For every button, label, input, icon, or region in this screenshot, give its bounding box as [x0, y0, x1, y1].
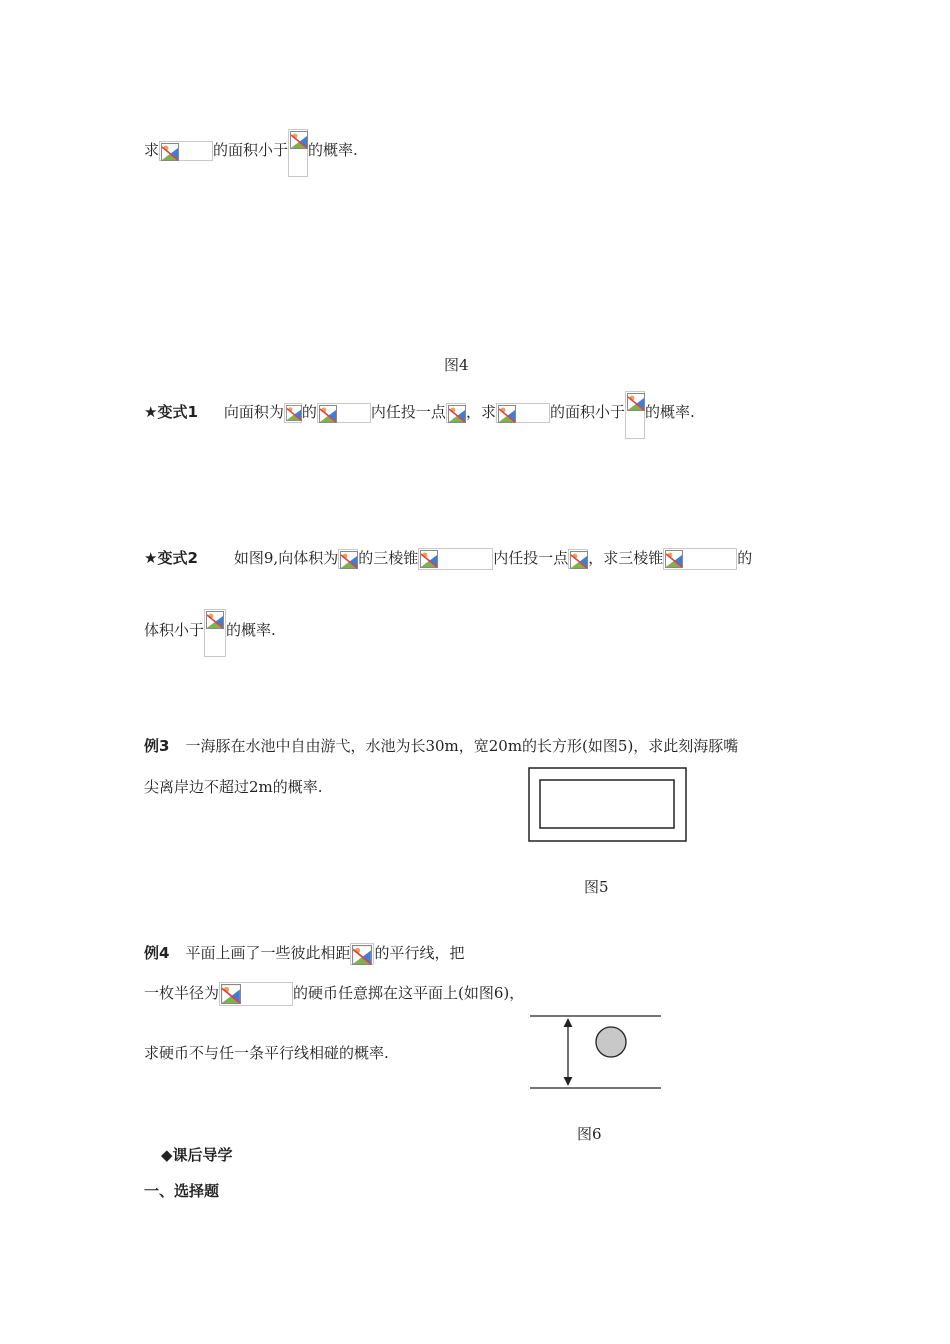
figure-4-caption: 图4 [444, 356, 469, 374]
broken-image-icon [568, 549, 588, 569]
variant-2-line-2: 体积小于 的概率. [144, 620, 276, 657]
figure-6-parallel-lines-diagram [530, 1010, 662, 1094]
example-3-line-2: 尖离岸边不超过2m的概率. [144, 778, 323, 796]
problem-line-area: 求 的面积小于 的概率. [144, 140, 358, 177]
example-4-line-2: 一枚半径为 的硬币任意掷在这平面上(如图6)， [144, 982, 524, 1006]
coin-circle [596, 1027, 626, 1057]
broken-image-icon [625, 391, 645, 439]
broken-image-icon [418, 548, 493, 570]
pool-inner-rect [540, 780, 674, 828]
after-class-heading: ◆课后导学 [161, 1146, 233, 1164]
variant-2: ★变式2 如图9,向体积为 的三棱锥 内任投一点 ，求三棱锥 的 [144, 548, 752, 570]
broken-image-icon [317, 403, 371, 423]
broken-image-icon [350, 943, 374, 965]
broken-image-icon [338, 549, 358, 569]
figure-5-pool-diagram [528, 767, 688, 843]
broken-image-icon [219, 982, 293, 1006]
broken-image-icon [496, 403, 550, 423]
pool-outer-rect [529, 768, 686, 841]
broken-image-icon [663, 548, 737, 570]
figure-5-caption: 图5 [584, 878, 609, 896]
section-heading-multiple-choice: 一、选择题 [144, 1182, 220, 1200]
example-4-line-1: 例4 平面上画了一些彼此相距 的平行线，把 [144, 943, 464, 965]
broken-image-icon [446, 403, 466, 423]
broken-image-icon [284, 403, 302, 423]
broken-image-icon [204, 609, 226, 657]
broken-image-icon [159, 141, 213, 161]
broken-image-icon [288, 129, 308, 177]
example-3-line-1: 例3 一海豚在水池中自由游弋，水池为长30m，宽20m的长方形(如图5)，求此刻海豚嘴 [144, 737, 739, 755]
figure-6-caption: 图6 [577, 1125, 602, 1143]
variant-1: ★变式1 向面积为 的 内任投一点 ，求 的面积小于 的概率. [144, 402, 695, 439]
example-4-line-3: 求硬币不与任一条平行线相碰的概率. [144, 1044, 389, 1062]
